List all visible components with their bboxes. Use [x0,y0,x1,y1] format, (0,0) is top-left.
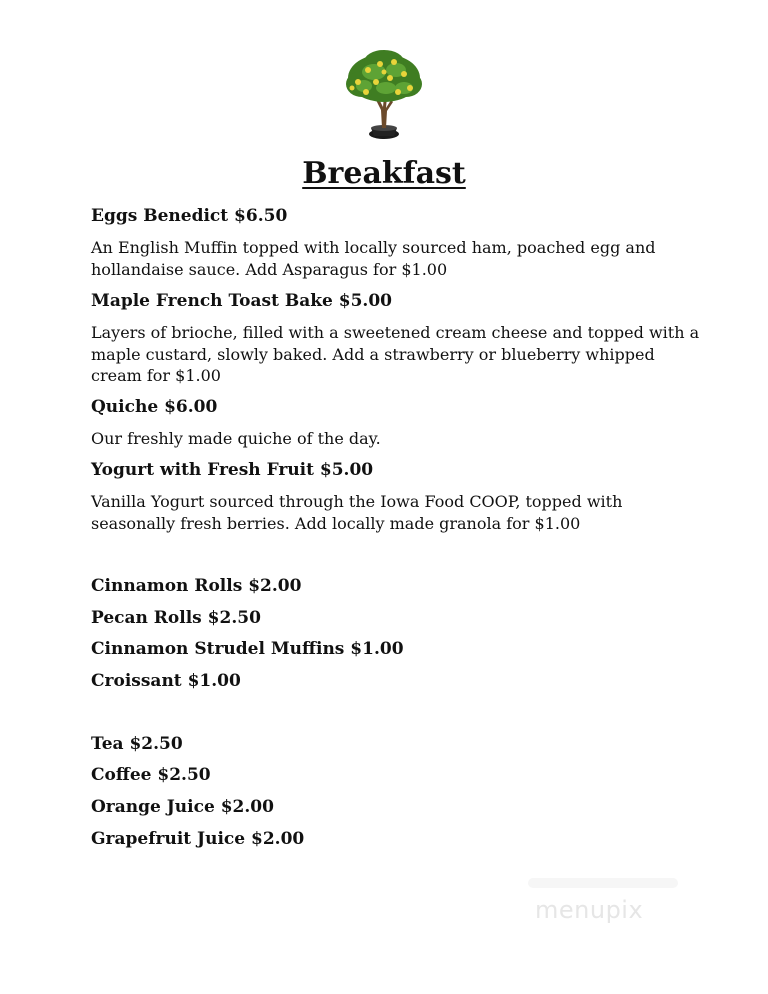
menu-item-name: Maple French Toast Bake $5.00 [91,291,392,311]
drink-item: Tea $2.50 [91,734,183,754]
menu-item-name: Eggs Benedict $6.50 [91,206,288,226]
description-line: Layers of brioche, filled with a sweetened cream cheese and topped with a [91,323,700,342]
page-title: Breakfast [302,156,466,191]
pastry-item: Cinnamon Rolls $2.00 [91,576,302,596]
drink-item: Coffee $2.50 [91,765,211,785]
pastry-item: Pecan Rolls $2.50 [91,608,261,628]
menu-item-description [91,237,691,280]
description-line: hollandaise sauce. Add Asparagus for $1.00 [91,259,448,279]
pastry-item: Cinnamon Strudel Muffins $1.00 [91,639,404,659]
menu-item-description [91,428,691,450]
tree-icon [338,48,430,144]
description-line: Our freshly made quiche of the day. [91,429,381,448]
description-line: cream for $1.00 [91,366,221,385]
pastry-item: Croissant $1.00 [91,671,241,691]
watermark-logo: menupix [535,896,644,924]
drink-item: Orange Juice $2.00 [91,797,274,817]
menu-item-description [91,491,691,534]
menu-item-name: Quiche $6.00 [91,397,218,417]
description-line: maple custard, slowly baked. Add a strawberry or blueberry whipped [91,344,655,364]
watermark-bar [528,878,678,888]
description-line: An English Muffin topped with locally sourced ham, poached egg and [91,238,656,257]
description-line: seasonally fresh berries. Add locally made granola for $1.00 [91,513,581,533]
menu-item-name: Yogurt with Fresh Fruit $5.00 [91,460,374,480]
description-line: Vanilla Yogurt sourced through the Iowa Food COOP, topped with [91,492,623,511]
menu-item-description [91,322,700,387]
drink-item: Grapefruit Juice $2.00 [91,829,305,849]
